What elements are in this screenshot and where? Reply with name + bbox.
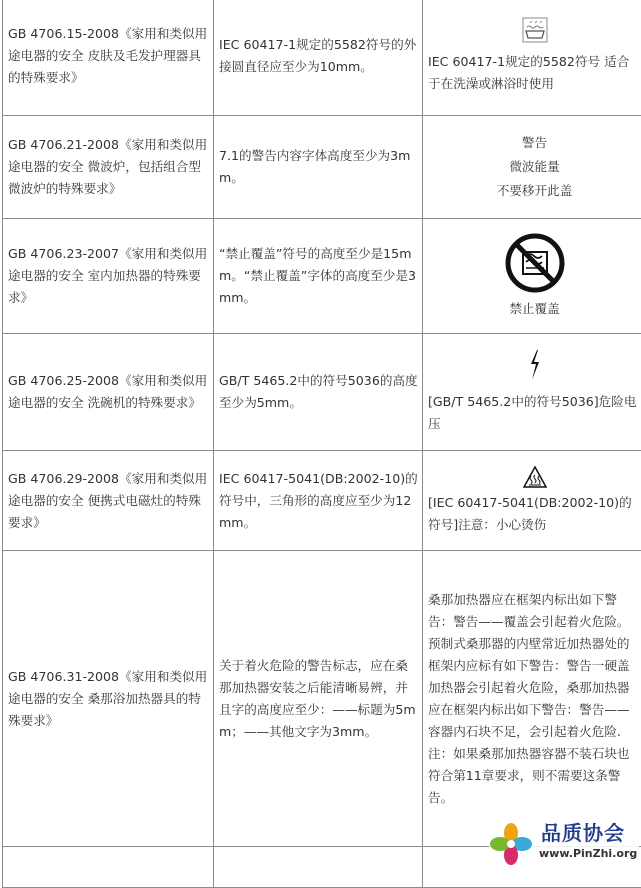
- table-row: [3, 451, 641, 551]
- table-row: [3, 0, 641, 116]
- requirement-cell: 关于着火危险的警告标志，应在桑那加热器安装之后能清晰易辨，并且字的高度应至少：——标题为5mm；——其他文字为3mm。: [214, 551, 423, 847]
- marking-text: [GB/T 5465.2中的符号5036]危险电压: [428, 391, 641, 435]
- standard-cell: GB 4706.31-2008《家用和类似用途电器的安全 桑那浴加热器具的特殊要求》: [3, 551, 214, 847]
- table-row: [3, 551, 641, 847]
- marking-cell: [423, 334, 641, 451]
- warning-title: 警告: [428, 131, 641, 155]
- table-row: [3, 219, 641, 334]
- standard-cell: GB 4706.25-2008《家用和类似用途电器的安全 洗碗机的特殊要求》: [3, 334, 214, 451]
- watermark-title: 品质协会: [541, 821, 625, 845]
- table-row: [3, 116, 641, 219]
- marking-cell: [423, 451, 641, 551]
- requirement-cell: [214, 847, 423, 888]
- site-watermark: [489, 818, 639, 870]
- do-not-cover-icon: [504, 232, 566, 294]
- standard-cell: GB 4706.23-2007《家用和类似用途电器的安全 室内加热器的特殊要求》: [3, 219, 214, 334]
- standard-cell: [3, 847, 214, 888]
- standard-cell: GB 4706.21-2008《家用和类似用途电器的安全 微波炉，包括组合型微波炉的特殊要求》: [3, 116, 214, 219]
- warning-line: 不要移开此盖: [428, 179, 641, 203]
- standard-cell: GB 4706.15-2008《家用和类似用途电器的安全 皮肤及毛发护理器具的特殊要求》: [3, 0, 214, 116]
- bath-symbol-icon: [522, 17, 548, 43]
- requirement-cell: IEC 60417-5041(DB:2002-10)的符号中，三角形的高度应至少为12mm。: [214, 451, 423, 551]
- marking-text: IEC 60417-1规定的5582符号 适合于在洗澡或淋浴时使用: [428, 51, 641, 95]
- table-row: [3, 334, 641, 451]
- marking-cell: [423, 116, 641, 219]
- requirement-cell: 7.1的警告内容字体高度至少为3mm。: [214, 116, 423, 219]
- marking-cell: [423, 0, 641, 116]
- standard-cell: GB 4706.29-2008《家用和类似用途电器的安全 便携式电磁灶的特殊要求》: [3, 451, 214, 551]
- requirement-cell: GB/T 5465.2中的符号5036的高度至少为5mm。: [214, 334, 423, 451]
- hot-surface-warning-icon: [523, 466, 547, 488]
- high-voltage-icon: [527, 349, 543, 383]
- marking-cell: 桑那加热器应在框架内标出如下警告：警告——覆盖会引起着火危险。预制式桑那器的内壁常近加热器处的框架内应标有如下警告：警告一硬盖加热器会引起着火危险，桑那加热器应在框架内标出如下警告：警告——容器内石块不足，会引起着火危险.注：如果桑那加热器容器不装石块也符合第11章要求，则不需要这条警告。: [423, 551, 641, 847]
- marking-text: 禁止覆盖: [428, 298, 641, 320]
- marking-cell: [423, 219, 641, 334]
- warning-line: 微波能量: [428, 155, 641, 179]
- marking-text: [IEC 60417-5041(DB:2002-10)的符号]注意：小心烫伤: [428, 492, 641, 536]
- requirement-cell: “禁止覆盖”符号的高度至少是15mm。“禁止覆盖”字体的高度至少是3mm。: [214, 219, 423, 334]
- watermark-url: www.PinZhi.org: [539, 847, 637, 861]
- standards-table: [2, 0, 641, 888]
- flower-logo-icon: [489, 822, 533, 866]
- requirement-cell: IEC 60417-1规定的5582符号的外接圆直径应至少为10mm。: [214, 0, 423, 116]
